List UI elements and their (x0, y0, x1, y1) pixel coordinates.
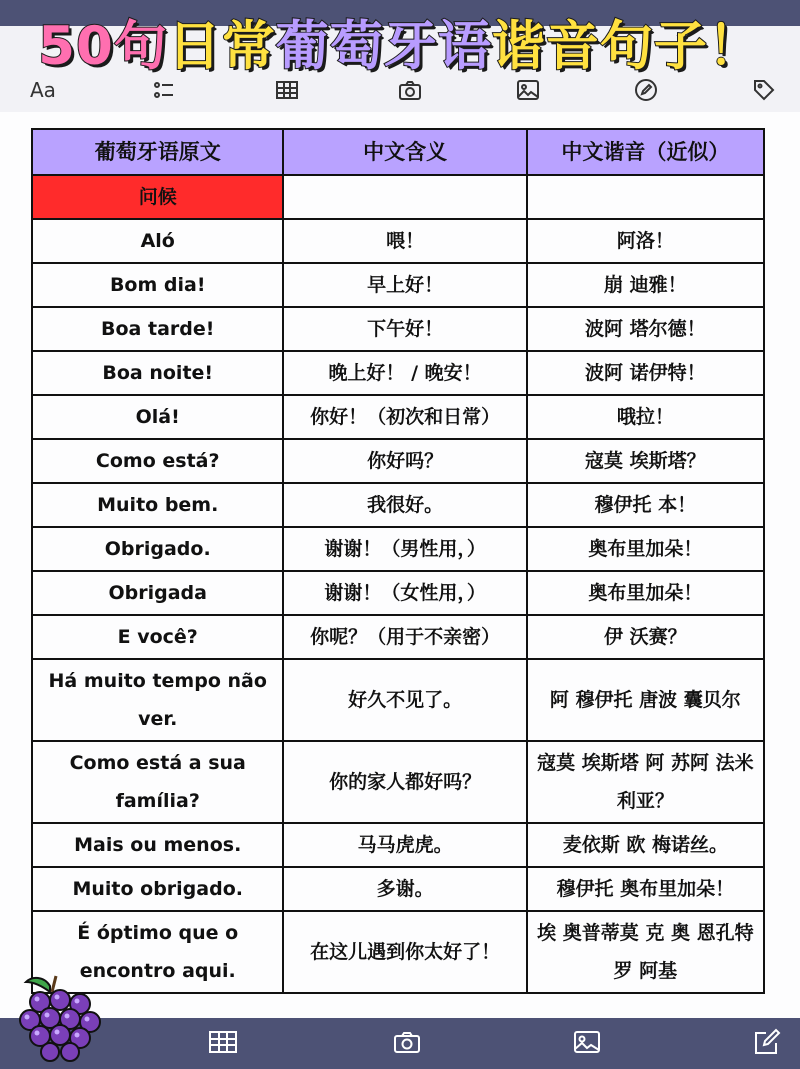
bottom-toolbar (0, 1018, 800, 1069)
cell-portuguese: Aló (32, 219, 283, 263)
note-toolbar (0, 74, 800, 108)
cell-meaning: 下午好！ (283, 307, 526, 351)
cell-portuguese: Mais ou menos. (32, 823, 283, 867)
cell-portuguese: E você? (32, 615, 283, 659)
cell-pronunciation: 麦依斯 欧 梅诺丝。 (527, 823, 764, 867)
table-row (32, 571, 764, 615)
table-icon[interactable] (208, 1028, 240, 1058)
table-cell (527, 175, 764, 219)
cell-portuguese: Olá! (32, 395, 283, 439)
cell-pronunciation: 寇莫 埃斯塔？ (527, 439, 764, 483)
cell-pronunciation: 埃 奥普蒂莫 克 奥 恩孔特罗 阿基 (527, 911, 764, 993)
title-part-number: 50句 (38, 16, 168, 77)
pen-icon[interactable] (634, 74, 658, 106)
cell-portuguese: Como está? (32, 439, 283, 483)
cell-meaning: 谢谢！（男性用，） (283, 527, 526, 571)
cell-meaning: 谢谢！（女性用，） (283, 571, 526, 615)
edit-icon[interactable] (752, 1028, 784, 1058)
table-row (32, 911, 764, 993)
table-header-row (32, 129, 764, 175)
header-meaning: 中文含义 (283, 129, 526, 175)
cell-meaning: 你呢？（用于不亲密） (283, 615, 526, 659)
cell-pronunciation: 阿 穆伊托 唐波 囊贝尔 (527, 659, 764, 741)
cell-pronunciation: 穆伊托 奥布里加朵！ (527, 867, 764, 911)
cell-pronunciation: 穆伊托 本！ (527, 483, 764, 527)
cell-pronunciation: 伊 沃赛？ (527, 615, 764, 659)
grape-icon (10, 972, 106, 1064)
table-icon[interactable] (275, 74, 299, 106)
cell-meaning: 你好吗？ (283, 439, 526, 483)
camera-icon[interactable] (398, 74, 422, 106)
table-row (32, 615, 764, 659)
table-row (32, 741, 764, 823)
cell-pronunciation: 波阿 塔尔德！ (527, 307, 764, 351)
cell-meaning: 我很好。 (283, 483, 526, 527)
cell-meaning: 在这儿遇到你太好了！ (283, 911, 526, 993)
cell-portuguese: Obrigada (32, 571, 283, 615)
cell-pronunciation: 奥布里加朵！ (527, 527, 764, 571)
cell-meaning: 早上好！ (283, 263, 526, 307)
cell-portuguese: Bom dia! (32, 263, 283, 307)
cell-meaning: 多谢。 (283, 867, 526, 911)
cell-meaning: 你好！（初次和日常） (283, 395, 526, 439)
tag-icon[interactable] (752, 74, 776, 106)
title-part-phrases: 谐音句子！ (491, 16, 762, 77)
table-row (32, 219, 764, 263)
cell-meaning: 晚上好！ / 晚安！ (283, 351, 526, 395)
title-part-daily: 日常 (167, 16, 276, 77)
cell-portuguese: Boa tarde! (32, 307, 283, 351)
table-row (32, 263, 764, 307)
cell-meaning: 你的家人都好吗？ (283, 741, 526, 823)
header-portuguese: 葡萄牙语原文 (32, 129, 283, 175)
table-row (32, 351, 764, 395)
list-icon[interactable] (152, 74, 176, 106)
table-cell (283, 175, 526, 219)
page-title (0, 14, 800, 80)
cell-portuguese: Obrigado. (32, 527, 283, 571)
table-row (32, 659, 764, 741)
table-row (32, 483, 764, 527)
cell-meaning: 好久不见了。 (283, 659, 526, 741)
image-icon[interactable] (516, 74, 540, 106)
table-row (32, 307, 764, 351)
camera-icon[interactable] (392, 1028, 424, 1058)
section-row (32, 175, 764, 219)
cell-portuguese: Muito obrigado. (32, 867, 283, 911)
image-icon[interactable] (572, 1028, 604, 1058)
table-row (32, 823, 764, 867)
table-row (32, 395, 764, 439)
cell-pronunciation: 阿洛！ (527, 219, 764, 263)
cell-meaning: 喂！ (283, 219, 526, 263)
cell-pronunciation: 崩 迪雅！ (527, 263, 764, 307)
cell-pronunciation: 波阿 诺伊特！ (527, 351, 764, 395)
text-format-icon[interactable] (30, 74, 56, 106)
section-label: 问候 (32, 175, 283, 219)
table-row (32, 439, 764, 483)
cell-portuguese: Boa noite! (32, 351, 283, 395)
phrase-table (31, 128, 765, 994)
cell-pronunciation: 寇莫 埃斯塔 阿 苏阿 法米利亚？ (527, 741, 764, 823)
table-row (32, 867, 764, 911)
table-row (32, 527, 764, 571)
cell-portuguese: Há muito tempo não ver. (32, 659, 283, 741)
cell-pronunciation: 奥布里加朵！ (527, 571, 764, 615)
header-pronunciation: 中文谐音（近似） (527, 129, 764, 175)
cell-pronunciation: 哦拉！ (527, 395, 764, 439)
cell-meaning: 马马虎虎。 (283, 823, 526, 867)
cell-portuguese: Como está a sua família? (32, 741, 283, 823)
title-part-language: 葡萄牙语 (275, 16, 492, 77)
font-label: Aa (30, 78, 56, 102)
cell-portuguese: Muito bem. (32, 483, 283, 527)
cell-portuguese: É óptimo que o encontro aqui. (32, 911, 283, 993)
